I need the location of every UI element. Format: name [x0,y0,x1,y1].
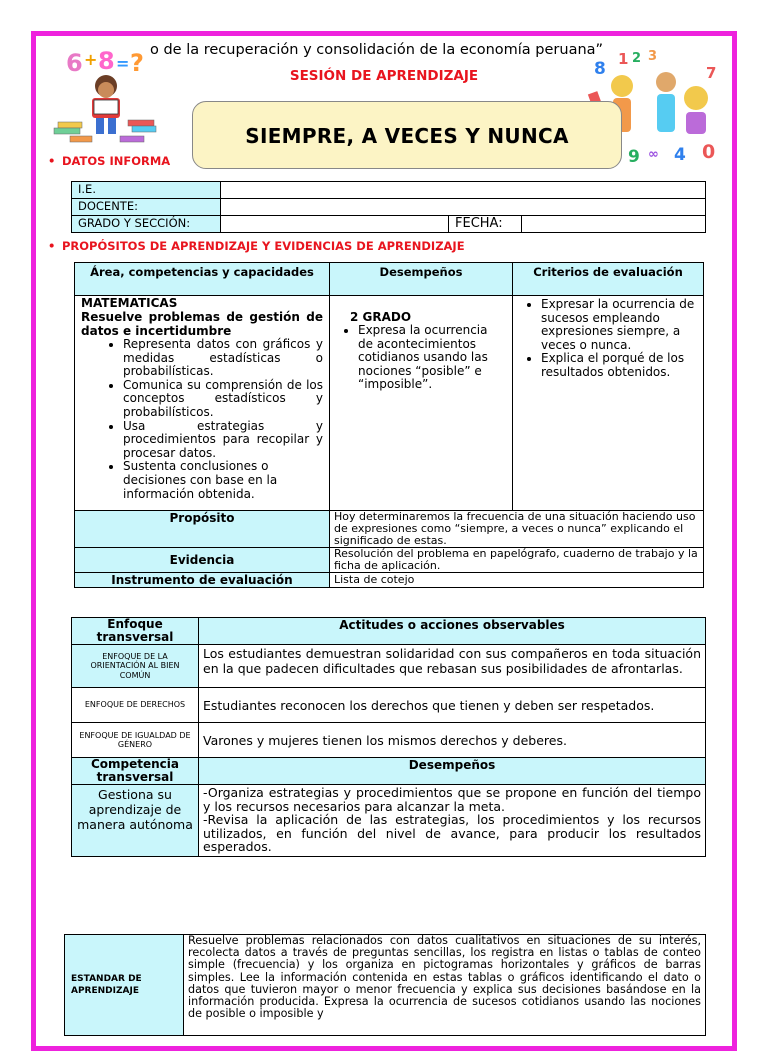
digit-6: 6 [66,49,83,77]
svg-text:+: + [84,50,98,69]
list-item: • Sustenta conclusiones o decisiones con base en la información obtenida. [123,460,323,501]
propositos-table [74,262,704,588]
section-propositos-heading [48,239,465,253]
proposito-text: Hoy determinaremos la frecuencia de una situación haciendo uso de expresiones como “siempre, a veces o nunca” explicando el significado de estas. [330,511,704,548]
svg-text:=: = [116,54,130,73]
evidencia-text: Resolución del problema en papelógrafo, cuaderno de trabajo y la ficha de aplicación. [330,548,704,573]
list-item: • Comunica su comprensión de los conceptos estadísticos y probabilísticos. [123,379,323,420]
list-item: • Representa datos con gráficos y medidas estadísticas o probabilísticas. [123,338,323,379]
area-name: MATEMATICAS [81,296,178,310]
svg-text:0: 0 [702,141,716,163]
docente-field[interactable] [221,199,706,216]
bullet-icon: • [48,154,56,168]
ie-label: I.E. [72,182,221,199]
desempenos-cell [330,296,513,511]
svg-text:3: 3 [648,49,658,64]
enfoques-table [71,617,706,857]
enfoque-bien-comun-label: ENFOQUE DE LA ORIENTACIÓN AL BIEN COMÚN [72,645,199,688]
section-datos-heading [48,154,170,168]
enfoque-igualdad-label: ENFOQUE DE IGUALDAD DE GÉNERO [72,723,199,758]
svg-text:4: 4 [674,145,686,164]
instrumento-text: Lista de cotejo [330,573,704,588]
col-header-area: Área, competencias y capacidades [75,263,330,296]
fecha-label: FECHA: [449,216,522,233]
competencia-transversal-label: Gestiona su aprendizaje de manera autónoma [72,785,199,857]
col-header-criterios: Criterios de evaluación [513,263,704,296]
competencia-desempeno-1: -Organiza estrategias y procedimientos que se propone en función del tiempo y los recursos necesarios para alcanzar la meta. [203,785,701,814]
docente-label: DOCENTE: [72,199,221,216]
list-item: • Explica el porqué de los resultados obtenidos. [541,352,697,379]
bullet-icon: • [48,239,56,253]
datos-table [71,181,706,233]
area-cell [75,296,330,511]
enfoque-derechos-label: ENFOQUE DE DERECHOS [72,688,199,723]
svg-text:8: 8 [594,59,606,79]
grado-name: 2 GRADO [350,310,412,324]
actitudes-header: Actitudes o acciones observables [199,618,706,645]
competencia-desempenos-header: Desempeños [199,758,706,785]
svg-text:9: 9 [628,147,640,164]
svg-text:2: 2 [632,51,642,66]
competencia-transversal-header: Competencia transversal [72,758,199,785]
section-propositos-label: PROPÓSITOS DE APRENDIZAJE Y EVIDENCIAS DE APRENDIZAJE [62,239,465,253]
svg-text:1: 1 [618,50,629,68]
col-header-desempenos: Desempeños [330,263,513,296]
capacidades-list [81,338,323,501]
grado-field[interactable] [221,216,449,233]
competencia-desempenos-text [199,785,706,857]
ie-field[interactable] [221,182,706,199]
estandar-table [64,934,706,1036]
fecha-field[interactable] [522,216,706,233]
svg-text:?: ? [130,49,144,77]
estandar-label: ESTANDAR DE APRENDIZAJE [65,935,184,1036]
criterios-list [519,298,697,380]
estandar-text: Resuelve problemas relacionados con datos cualitativos en situaciones de su interés, recolecta datos a través de preguntas sencillas, los registra en listas o tablas de conteo simple (frecuencia) y los organiza en pictogramas horizontales y gráficos de barras simples. Lee la información contenida en estas tablas o gráficos identificando el dato o datos que tuvieron mayor o menor frecuencia y explica sus decisiones basándose en la información producida. Expresa la ocurrencia de sucesos cotidianos usando las nociones de posible o imposible y [184,935,706,1036]
enfoque-derechos-text: Estudiantes reconocen los derechos que tienen y deben ser respetados. [199,688,706,723]
enfoque-header: Enfoque transversal [72,618,199,645]
enfoque-igualdad-text: Varones y mujeres tienen los mismos derechos y deberes. [199,723,706,758]
instrumento-label: Instrumento de evaluación [75,573,330,588]
list-item: • Usa estrategias y procedimientos para recopilar y procesar datos. [123,420,323,461]
section-datos-label: DATOS INFORMA [62,154,171,168]
enfoque-bien-comun-text: Los estudiantes demuestran solidaridad con sus compañeros en toda situación en la que padecen dificultades que rebasan sus posibilidades de afrontarlas. [199,645,706,688]
competencia-name: Resuelve problemas de gestión de datos e incertidumbre [81,310,323,338]
grado-label: GRADO Y SECCIÓN: [72,216,221,233]
svg-text:7: 7 [706,64,717,82]
boy-reading-with-numbers-icon [50,38,162,150]
year-motto: o de la recuperación y consolidación de la economía peruana” [150,42,604,58]
evidencia-label: Evidencia [75,548,330,573]
svg-text:∞: ∞ [648,147,659,162]
session-heading: SESIÓN DE APRENDIZAJE [289,68,479,84]
competencia-desempeno-2: -Revisa la aplicación de las estrategias, los procedimientos y los recursos utilizados, en función del nivel de avance, para producir los resultados esperados. [203,812,701,854]
list-item: • Expresa la ocurrencia de acontecimientos cotidianos usando las nociones “posible” e “imposible”. [358,324,506,392]
svg-text:8: 8 [98,47,115,75]
criterios-cell [513,296,704,511]
page-title: SIEMPRE, A VECES Y NUNCA [245,124,569,148]
proposito-label: Propósito [75,511,330,548]
desempenos-list [336,324,506,392]
list-item: • Expresar la ocurrencia de sucesos empleando expresiones siempre, a veces o nunca. [541,298,697,352]
